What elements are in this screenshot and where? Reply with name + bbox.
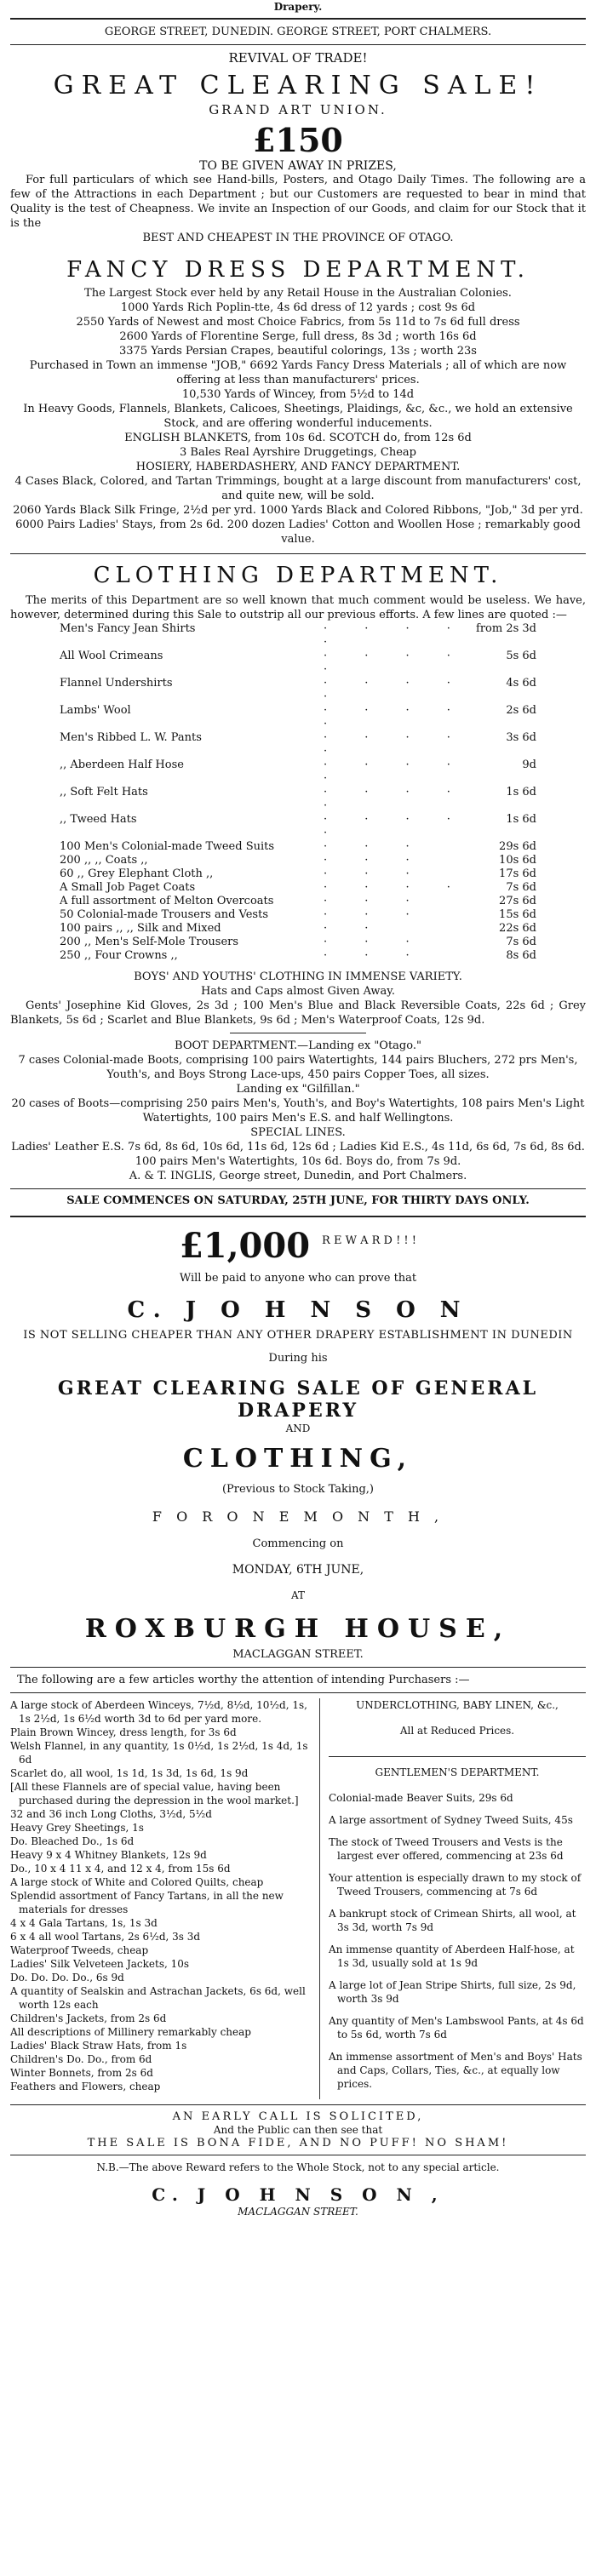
stock-taking-line: (Previous to Stock Taking,) <box>221 1483 374 1496</box>
left-article-item: Ladies' Silk Velveteen Jackets, 10s <box>10 1958 190 1970</box>
clothing-item <box>60 731 536 758</box>
fancy-dress-line: ENGLISH BLANKETS, from 10s 6d. SCOTCH do, from 12s 6d <box>124 432 472 444</box>
at-line: AT <box>290 1589 305 1601</box>
clothing-item-dots: · · · · · <box>324 731 467 758</box>
clothing-item <box>60 758 536 786</box>
clothing-item <box>60 840 536 854</box>
clothing-item-dots: · · · · · <box>324 813 467 839</box>
fancy-dress-line: 3375 Yards Persian Crapes, beautiful colorings, 13s ; worth 23s <box>119 345 477 358</box>
left-article-item: Heavy 9 x 4 Whitney Blankets, 12s 9d <box>10 1849 207 1861</box>
gentlemens-item: A large assortment of Sydney Tweed Suits, 45s <box>329 1814 573 1826</box>
left-article-item: Ladies' Black Straw Hats, from 1s <box>10 2040 187 2052</box>
reduced-prices-line: All at Reduced Prices. <box>399 1725 515 1737</box>
clothing-item-name: All Wool Crimeans <box>60 650 163 662</box>
fancy-dress-list <box>10 286 586 547</box>
not-cheaper-line: IS NOT SELLING CHEAPER THAN ANY OTHER DRAPERY ESTABLISHMENT IN DUNEDIN <box>23 1329 573 1342</box>
gentlemens-item: Colonial-made Beaver Suits, 29s 6d <box>329 1792 513 1804</box>
reward-amount: £1,000 <box>179 1226 311 1266</box>
fancy-dress-line: In Heavy Goods, Flannels, Blankets, Calicoes, Sheetings, Plaidings, &c, &c., we hold an extensive Stock, and are offering wonderful inducements. <box>23 403 573 430</box>
clothing-item-name: 200 ,, ,, Coats ,, <box>60 854 148 867</box>
clothing-item-dots: · · · · · <box>324 650 467 676</box>
clothing-item-dots: · · · · · <box>324 786 467 812</box>
intro-paragraph: For full particulars of which see Hand-bills, Posters, and Otago Daily Times. The following are a few of the Attractions in each Department ; but our Customers are requested to bear in mind that Quality is the test of Cheapness. We invite an Inspection of our Goods, and claim for our Stock that it is the <box>10 174 586 230</box>
left-article-item: Plain Brown Wincey, dress length, for 3s 6d <box>10 1726 237 1738</box>
right-articles-column <box>320 1698 586 2099</box>
clothing-item <box>60 922 536 936</box>
articles-columns <box>10 1698 586 2099</box>
clothing-item-name: 60 ,, Grey Elephant Cloth ,, <box>60 867 214 880</box>
clothing-item <box>60 677 536 704</box>
gentlemens-item: A large lot of Jean Stripe Shirts, full size, 2s 9d, worth 3s 9d <box>329 1979 576 2005</box>
clothing-item-name: Men's Ribbed L. W. Pants <box>60 731 202 744</box>
gentlemens-list <box>329 1791 586 2091</box>
clothing-item <box>60 895 536 908</box>
clothing-item-dots: · · · · <box>324 881 467 894</box>
clothing-item-dots: · · · <box>324 908 427 921</box>
left-article-item: Do. Do. Do. Do., 6s 9d <box>10 1972 124 1984</box>
clothing-item-price: 10s 6d <box>499 854 536 867</box>
left-article-item: Do. Bleached Do., 1s 6d <box>10 1835 135 1847</box>
articles-intro: The following are a few articles worthy the attention of intending Purchasers :— <box>17 1674 470 1686</box>
divider <box>10 1692 586 1693</box>
clothing-item-price: 9d <box>522 758 536 771</box>
clothing-item-dots: · · · <box>324 936 427 948</box>
clothing-item <box>60 622 536 650</box>
left-articles-column <box>10 1698 320 2099</box>
left-article-item: Winter Bonnets, from 2s 6d <box>10 2067 153 2079</box>
gentlemens-heading: GENTLEMEN'S DEPARTMENT. <box>375 1766 540 1778</box>
boys-heading: BOYS' AND YOUTHS' CLOTHING IN IMMENSE VARIETY. <box>134 970 462 983</box>
clothing-item-name: ,, Aberdeen Half Hose <box>60 758 184 771</box>
fancy-dress-line: 10,530 Yards of Wincey, from 5½d to 14d <box>181 388 415 401</box>
divider <box>10 1667 586 1668</box>
one-month-line: F O R O N E M O N T H , <box>152 1508 444 1525</box>
clothing-item <box>60 854 536 867</box>
clothing-item-price: from 2s 3d <box>476 622 536 635</box>
street-line: MACLAGGAN STREET. <box>232 1648 364 1661</box>
sale-commences-line: SALE COMMENCES ON SATURDAY, 25TH JUNE, FOR THIRTY DAYS ONLY. <box>66 1194 530 1207</box>
clothing-item-dots: · · · <box>324 949 427 962</box>
clothing-item <box>60 949 536 963</box>
boys-subheading: Hats and Caps almost Given Away. <box>200 985 396 998</box>
boot-text-1: 7 cases Colonial-made Boots, comprising 100 pairs Watertights, 144 pairs Bluchers, 272 prs Men's, Youth's, and Boys Strong Lace-ups, 450 pairs Copper Toes, all sizes. <box>18 1054 578 1081</box>
clothing-item-price: 15s 6d <box>499 908 536 921</box>
clothing-heading: CLOTHING DEPARTMENT. <box>93 563 503 588</box>
divider <box>329 1756 586 1757</box>
store-addresses: GEORGE STREET, DUNEDIN. GEORGE STREET, PORT CHALMERS. <box>104 26 492 38</box>
clothing-item-price: 22s 6d <box>499 922 536 935</box>
clothing-item-dots: · · · <box>324 867 427 880</box>
clothing-item-price: 5s 6d <box>506 650 536 662</box>
boot-heading: BOOT DEPARTMENT.—Landing ex "Otago." <box>175 1039 421 1052</box>
clothing-item-name: A full assortment of Melton Overcoats <box>60 895 274 907</box>
fancy-dress-line: 2550 Yards of Newest and most Choice Fabrics, from 5s 11d to 7s 6d full dress <box>76 316 520 329</box>
boot-text-2: 20 cases of Boots—comprising 250 pairs Men's, Youth's, and Boy's Watertights, 108 pairs Men's Light Watertights, 100 pairs Men's E.S. and half Wellingtons. <box>11 1097 585 1125</box>
divider <box>10 18 586 20</box>
clothing-item-name: 250 ,, Four Crowns ,, <box>60 949 178 962</box>
clothing-item-dots: · · · · · <box>324 622 467 649</box>
commencing-line: Commencing on <box>252 1537 344 1550</box>
gentlemens-item: Any quantity of Men's Lambswool Pants, at 4s 6d to 5s 6d, worth 7s 6d <box>329 2015 584 2041</box>
footer-street: MACLAGGAN STREET. <box>238 2206 358 2218</box>
best-cheapest-line: BEST AND CHEAPEST IN THE PROVINCE OF OTAGO. <box>142 232 454 244</box>
clothing-item-price: 1s 6d <box>506 786 536 799</box>
left-article-item: 32 and 36 inch Long Cloths, 3½d, 5½d <box>10 1808 212 1820</box>
fancy-dress-line: 3 Bales Real Ayrshire Druggetings, Cheap <box>180 446 416 459</box>
clothing-item-dots: · · · <box>324 840 427 853</box>
clothing-item-name: Lambs' Wool <box>60 704 131 717</box>
clothing-item <box>60 867 536 881</box>
clothing-item-dots: · · · <box>324 895 427 907</box>
gentlemens-item: An immense assortment of Men's and Boys' Hats and Caps, Collars, Ties, &c., at equally low prices. <box>329 2051 582 2090</box>
clothing-item <box>60 704 536 731</box>
clothing-item-price: 29s 6d <box>499 840 536 853</box>
reward-word: R E W A R D ! ! ! <box>322 1234 417 1247</box>
left-article-item: Welsh Flannel, in any quantity, 1s 0½d, 1s 2½d, 1s 4d, 1s 6d <box>10 1740 308 1766</box>
johnson-name: C. J O H N S O N <box>127 1297 469 1323</box>
divider <box>10 44 586 45</box>
footer-johnson-name: C. J O H N S O N , <box>152 2184 444 2205</box>
clothing-item-dots: · · <box>324 922 386 935</box>
gentlemens-item: A bankrupt stock of Crimean Shirts, all wool, at 3s 3d, worth 7s 9d <box>329 1908 576 1933</box>
revival-heading: REVIVAL OF TRADE! <box>228 50 368 66</box>
left-article-item: Scarlet do, all wool, 1s 1d, 1s 3d, 1s 6d, 1s 9d <box>10 1767 249 1779</box>
clothing-item-name: 50 Colonial-made Trousers and Vests <box>60 908 268 921</box>
left-article-item: Waterproof Tweeds, cheap <box>10 1944 149 1956</box>
fancy-dress-line: HOSIERY, HABERDASHERY, AND FANCY DEPARTMENT. <box>135 461 461 473</box>
bona-fide-line: THE SALE IS BONA FIDE, AND NO PUFF! NO SHAM! <box>87 2137 509 2150</box>
gentlemens-item: Your attention is especially drawn to my stock of Tweed Trousers, commencing at 7s 6d <box>329 1872 582 1898</box>
divider <box>10 2104 586 2105</box>
great-clearing-sale-heading: GREAT CLEARING SALE! <box>53 71 543 100</box>
special-lines-heading: SPECIAL LINES. <box>250 1126 346 1139</box>
prize-amount: £150 <box>253 121 343 159</box>
clothing-item-name: ,, Tweed Hats <box>60 813 137 826</box>
clothing-item-dots: · · · <box>324 854 427 867</box>
clothing-item <box>60 908 536 922</box>
left-article-item: 6 x 4 all wool Tartans, 2s 6½d, 3s 3d <box>10 1931 201 1943</box>
left-article-item: [All these Flannels are of special value, having been purchased during the depression in the wool market.] <box>10 1781 299 1806</box>
fancy-dress-line: Purchased in Town an immense "JOB," 6692 Yards Fancy Dress Materials ; all of which are now offering at less than manufacturers' prices. <box>29 359 567 386</box>
clothing-item-price: 3s 6d <box>506 731 536 744</box>
advertiser-signature: A. & T. INGLIS, George street, Dunedin, and Port Chalmers. <box>129 1170 467 1182</box>
public-line: And the Public can then see that <box>213 2124 383 2136</box>
clothing-item-price: 1s 6d <box>506 813 536 826</box>
prizes-line: TO BE GIVEN AWAY IN PRIZES, <box>199 159 397 173</box>
clothing-item-price: 4s 6d <box>506 677 536 690</box>
left-article-item: Feathers and Flowers, cheap <box>10 2081 161 2092</box>
clothing-item-name: 100 pairs ,, ,, Silk and Mixed <box>60 922 221 935</box>
clothing-item-dots: · · · · · <box>324 758 467 785</box>
fancy-dress-line: 2600 Yards of Florentine Serge, full dress, 8s 3d ; worth 16s 6d <box>119 330 477 343</box>
fancy-dress-line: 1000 Yards Rich Poplin-tte, 4s 6d dress of 12 yards ; cost 9s 6d <box>120 301 476 314</box>
clothing-item-dots: · · · · · <box>324 704 467 730</box>
left-article-item: All descriptions of Millinery remarkably cheap <box>10 2026 251 2038</box>
clothing-intro: The merits of this Department are so well known that much comment would be useless. We have, however, determined during this Sale to outstrip all our previous efforts. A few lines are quoted :— <box>10 594 586 621</box>
fancy-dress-heading: FANCY DRESS DEPARTMENT. <box>66 257 530 283</box>
clothing-item-price: 8s 6d <box>506 949 536 962</box>
early-call-line: AN EARLY CALL IS SOLICITED, <box>172 2110 424 2123</box>
left-article-item: Heavy Grey Sheetings, 1s <box>10 1822 144 1834</box>
clothing-item-dots: · · · · · <box>324 677 467 703</box>
during-line: During his <box>268 1352 328 1365</box>
roxburgh-house-heading: ROXBURGH HOUSE, <box>84 1614 512 1644</box>
clothing-item-price: 17s 6d <box>499 867 536 880</box>
left-article-item: Splendid assortment of Fancy Tartans, in all the new materials for dresses <box>10 1890 284 1915</box>
left-article-item: Do., 10 x 4 11 x 4, and 12 x 4, from 15s 6d <box>10 1863 231 1875</box>
clothing-item-name: ,, Soft Felt Hats <box>60 786 148 799</box>
fancy-dress-line: The Largest Stock ever held by any Retail House in the Australian Colonies. <box>84 287 512 300</box>
clothing-item-price: 2s 6d <box>506 704 536 717</box>
divider <box>10 1216 586 1217</box>
boot-landing: Landing ex "Gilfillan." <box>236 1083 360 1096</box>
divider <box>10 553 586 554</box>
left-article-item: A large stock of White and Colored Quilts, cheap <box>10 1876 264 1888</box>
boys-text: Gents' Josephine Kid Gloves, 2s 3d ; 100 Men's Blue and Black Reversible Coats, 22s 6d ; Grey Blankets, 5s 6d ; Scarlet and Blue Blankets, 9s 6d ; Men's Waterproof Coats, 12s 9d. <box>10 999 586 1027</box>
clothing-item <box>60 650 536 677</box>
gentlemens-item: The stock of Tweed Trousers and Vests is the largest ever offered, commencing at 23s 6d <box>329 1836 564 1862</box>
art-union-heading: GRAND ART UNION. <box>209 102 387 117</box>
clothing-line: CLOTHING, <box>182 1444 414 1474</box>
clothing-item <box>60 786 536 813</box>
and-line: AND <box>285 1423 311 1434</box>
clothing-item <box>60 936 536 949</box>
clothing-item-name: Men's Fancy Jean Shirts <box>60 622 196 635</box>
great-clearing-sale-line: GREAT CLEARING SALE OF GENERAL DRAPERY <box>57 1377 539 1422</box>
clothing-item-name: Flannel Undershirts <box>60 677 173 690</box>
gentlemens-item: An immense quantity of Aberdeen Half-hose, at 1s 3d, usually sold at 1s 9d <box>329 1943 575 1969</box>
clothing-item-price: 7s 6d <box>506 881 536 894</box>
clothing-item-price: 7s 6d <box>506 936 536 948</box>
section-heading: Drapery. <box>273 1 323 13</box>
clothing-price-list <box>60 622 536 963</box>
left-article-item: A quantity of Sealskin and Astrachan Jackets, 6s 6d, well worth 12s each <box>10 1985 306 2011</box>
left-article-item: Children's Jackets, from 2s 6d <box>10 2012 167 2024</box>
left-article-item: A large stock of Aberdeen Winceys, 7½d, 8½d, 10½d, 1s, 1s 2½d, 1s 6½d worth 3d to 6d per yard more. <box>10 1699 307 1725</box>
johnson-advertisement <box>10 1226 586 2218</box>
inglis-advertisement <box>10 50 586 1207</box>
clothing-item <box>60 881 536 895</box>
underclothing-heading: UNDERCLOTHING, BABY LINEN, &c., <box>356 1699 559 1711</box>
reward-heading <box>10 1226 586 1266</box>
clothing-item-name: 100 Men's Colonial-made Tweed Suits <box>60 840 275 853</box>
nb-line: N.B.—The above Reward refers to the Whole Stock, not to any special article. <box>96 2161 500 2173</box>
clothing-item <box>60 813 536 840</box>
clothing-item-name: 200 ,, Men's Self-Mole Trousers <box>60 936 239 948</box>
newspaper-page <box>10 0 586 2218</box>
clothing-item-name: A Small Job Paget Coats <box>60 881 196 894</box>
special-lines-text: Ladies' Leather E.S. 7s 6d, 8s 6d, 10s 6d, 11s 6d, 12s 6d ; Ladies Kid E.S., 4s 11d, 6s 6d, 7s 6d, 8s 6d. 100 pairs Men's Watertights, 10s 6d. Boys do, from 7s 9d. <box>11 1141 585 1168</box>
date-line: MONDAY, 6TH JUNE, <box>232 1563 364 1577</box>
fancy-dress-line: 4 Cases Black, Colored, and Tartan Trimmings, bought at a large discount from manufacturers' cost, and quite new, will be sold. <box>14 475 582 502</box>
prove-line: Will be paid to anyone who can prove that <box>179 1272 417 1285</box>
clothing-item-price: 27s 6d <box>499 895 536 907</box>
left-article-item: Children's Do. Do., from 6d <box>10 2053 152 2065</box>
left-article-item: 4 x 4 Gala Tartans, 1s, 1s 3d <box>10 1917 158 1929</box>
fancy-dress-line: 2060 Yards Black Silk Fringe, 2½d per yrd. 1000 Yards Black and Colored Ribbons, "Job," 3d per yrd. 6000 Pairs Ladies' Stays, from 2s 6d. 200 dozen Ladies' Cotton and Woollen Hose ; remarkably good value. <box>13 504 583 546</box>
divider <box>10 1188 586 1189</box>
